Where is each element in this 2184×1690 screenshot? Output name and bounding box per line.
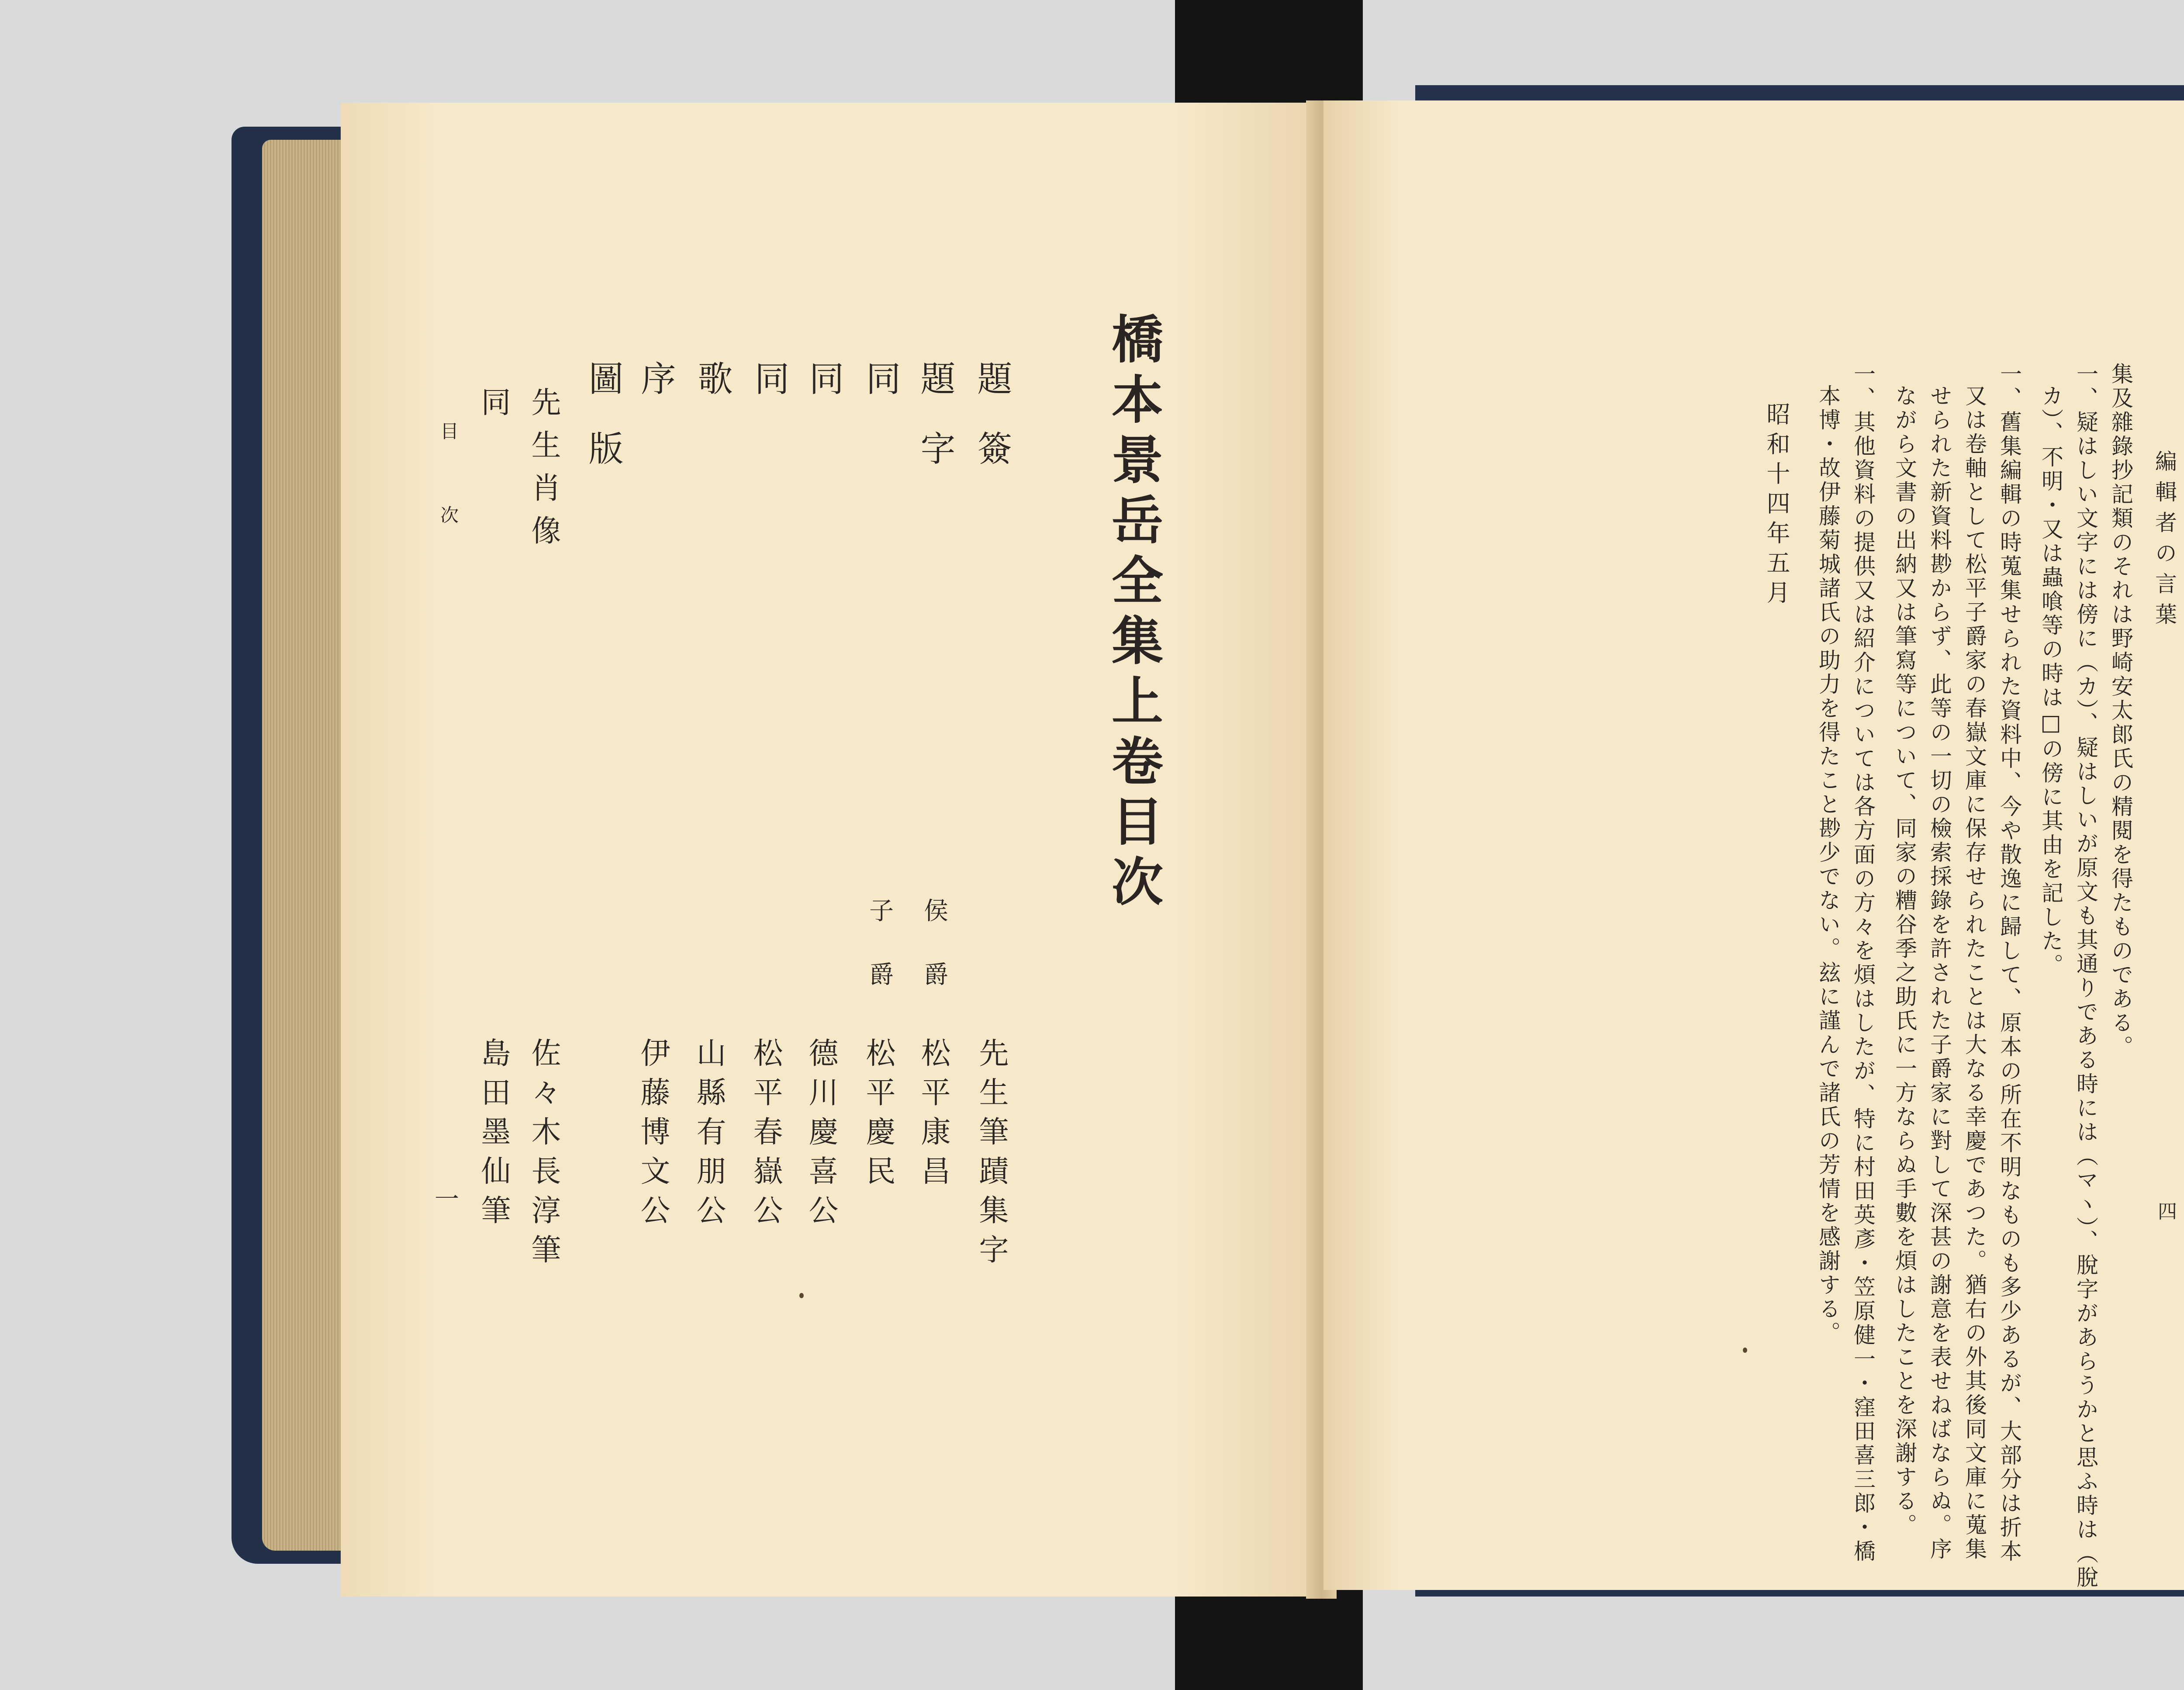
toc-item-name: 松平慶民 <box>861 1037 895 1195</box>
body-line: ながら文書の出納又は筆寫等について、同家の糟谷季之助氏に一方ならぬ手數を煩はしたことを深謝する。 <box>1892 384 1917 1538</box>
backstrip-top <box>1175 0 1363 114</box>
body-line: 一、其他資料の提供又は紹介については各方面の方々を煩はしたが、特に村田英彥・笠原健一・窪田喜三郎・橋 <box>1850 363 1876 1564</box>
body-line: 又は卷軸として松平子爵家の春嶽文庫に保存せられたことは大なる幸慶であつた。猶右の外其後同文庫に蒐集 <box>1962 384 1987 1562</box>
toc-item-name: 山縣有朋公 <box>691 1037 726 1234</box>
body-line: 一、舊集編輯の時蒐集せられた資料中、今や散逸に歸して、原本の所在不明なものも多少あるが、大部分は折本 <box>1997 363 2022 1564</box>
right-page <box>1324 100 2184 1590</box>
toc-item-sub: 同 <box>476 387 511 429</box>
page-number: 一 <box>431 1186 459 1210</box>
page-number: 四 <box>2154 1201 2177 1220</box>
running-footer: 目次 <box>438 422 459 589</box>
toc-item-name: 佐々木長淳筆 <box>526 1037 561 1273</box>
toc-item-label: 同 <box>860 360 901 430</box>
toc-item-name: 先生筆蹟集字 <box>974 1037 1009 1273</box>
toc-item-name: 松平康昌 <box>916 1037 950 1195</box>
body-line: せられた新資料尠からず、此等の一切の檢索採錄を許された子爵家に對して深甚の謝意を表せねばならぬ。序 <box>1927 384 1952 1562</box>
page-edges-left <box>262 140 349 1551</box>
body-line: 集及雜錄抄記類のそれは野崎安太郎氏の精閱を得たものである。 <box>2108 363 2133 1059</box>
ink-spot <box>1743 1348 1747 1353</box>
toc-item-label: 同 <box>803 360 844 430</box>
ink-spot <box>799 1293 804 1298</box>
toc-item-name: 島田墨仙筆 <box>476 1037 511 1234</box>
toc-item-name: 松平春嶽公 <box>748 1037 783 1234</box>
left-page <box>341 103 1319 1597</box>
toc-item-label: 題字 <box>915 360 955 500</box>
toc-item-sub: 先生肖像 <box>526 387 561 558</box>
date-line: 昭和十四年五月 <box>1763 402 1790 610</box>
toc-item-label: 序 <box>635 360 676 430</box>
page-title: 橋本景岳全集上卷目次 <box>1103 312 1164 915</box>
body-line: 一、疑はしい文字には傍に（カ）、疑はしいが原文も其通りである時には（マヽ）、脫字があらうかと思ふ時は（脫 <box>2073 363 2098 1590</box>
body-line: 本博・故伊藤菊城諸氏の助力を得たこと尠少でない。玆に謹んで諸氏の芳情を感謝する。 <box>1815 384 1841 1345</box>
toc-item-label: 題簽 <box>971 360 1012 500</box>
toc-item-label: 同 <box>749 360 789 430</box>
toc-item-label: 圖版 <box>583 360 623 500</box>
toc-item-name: 德川慶喜公 <box>804 1037 838 1234</box>
toc-item-label: 歌 <box>692 360 733 430</box>
body-line: カ）、不明・又は蟲喰等の時は□の傍に其由を記した。 <box>2038 384 2063 978</box>
section-heading: 編輯者の言葉 <box>2152 450 2177 633</box>
toc-item-rank: 子爵 <box>865 898 894 1025</box>
toc-item-name: 伊藤博文公 <box>636 1037 670 1234</box>
toc-item-rank: 侯爵 <box>920 898 948 1025</box>
